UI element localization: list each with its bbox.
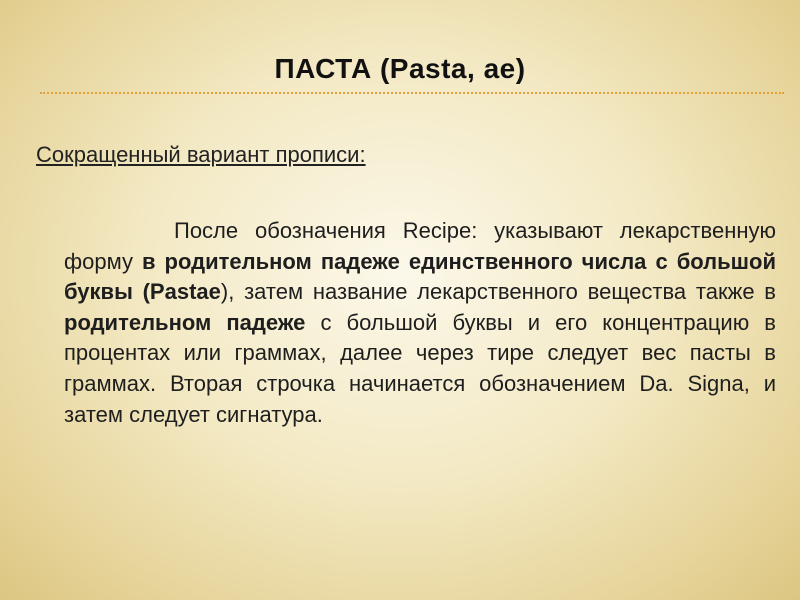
slide-subtitle: Сокращенный вариант прописи: <box>36 142 366 167</box>
text-segment-3: с большой буквы и его концентрацию в процентах или граммах, далее через тире следует вес пасты в граммах. Вторая строчка начинается обозначением Da. Signa, и затем следует сигнатура. <box>64 309 776 427</box>
text-segment-2: ), затем название лекарственного вещества также в <box>220 279 776 305</box>
title-divider <box>40 92 784 94</box>
bold-segment-2: родительном падеже <box>64 309 306 335</box>
slide-title: ПАСТА (Pasta, ae) <box>274 53 526 84</box>
text-segment-1: После обозначения Recipe: указывают лекарственную форму <box>64 218 776 274</box>
body-paragraph <box>64 216 776 430</box>
bold-segment-1: в родительном падеже единственного числа с большой буквы (Pastae <box>64 248 776 305</box>
